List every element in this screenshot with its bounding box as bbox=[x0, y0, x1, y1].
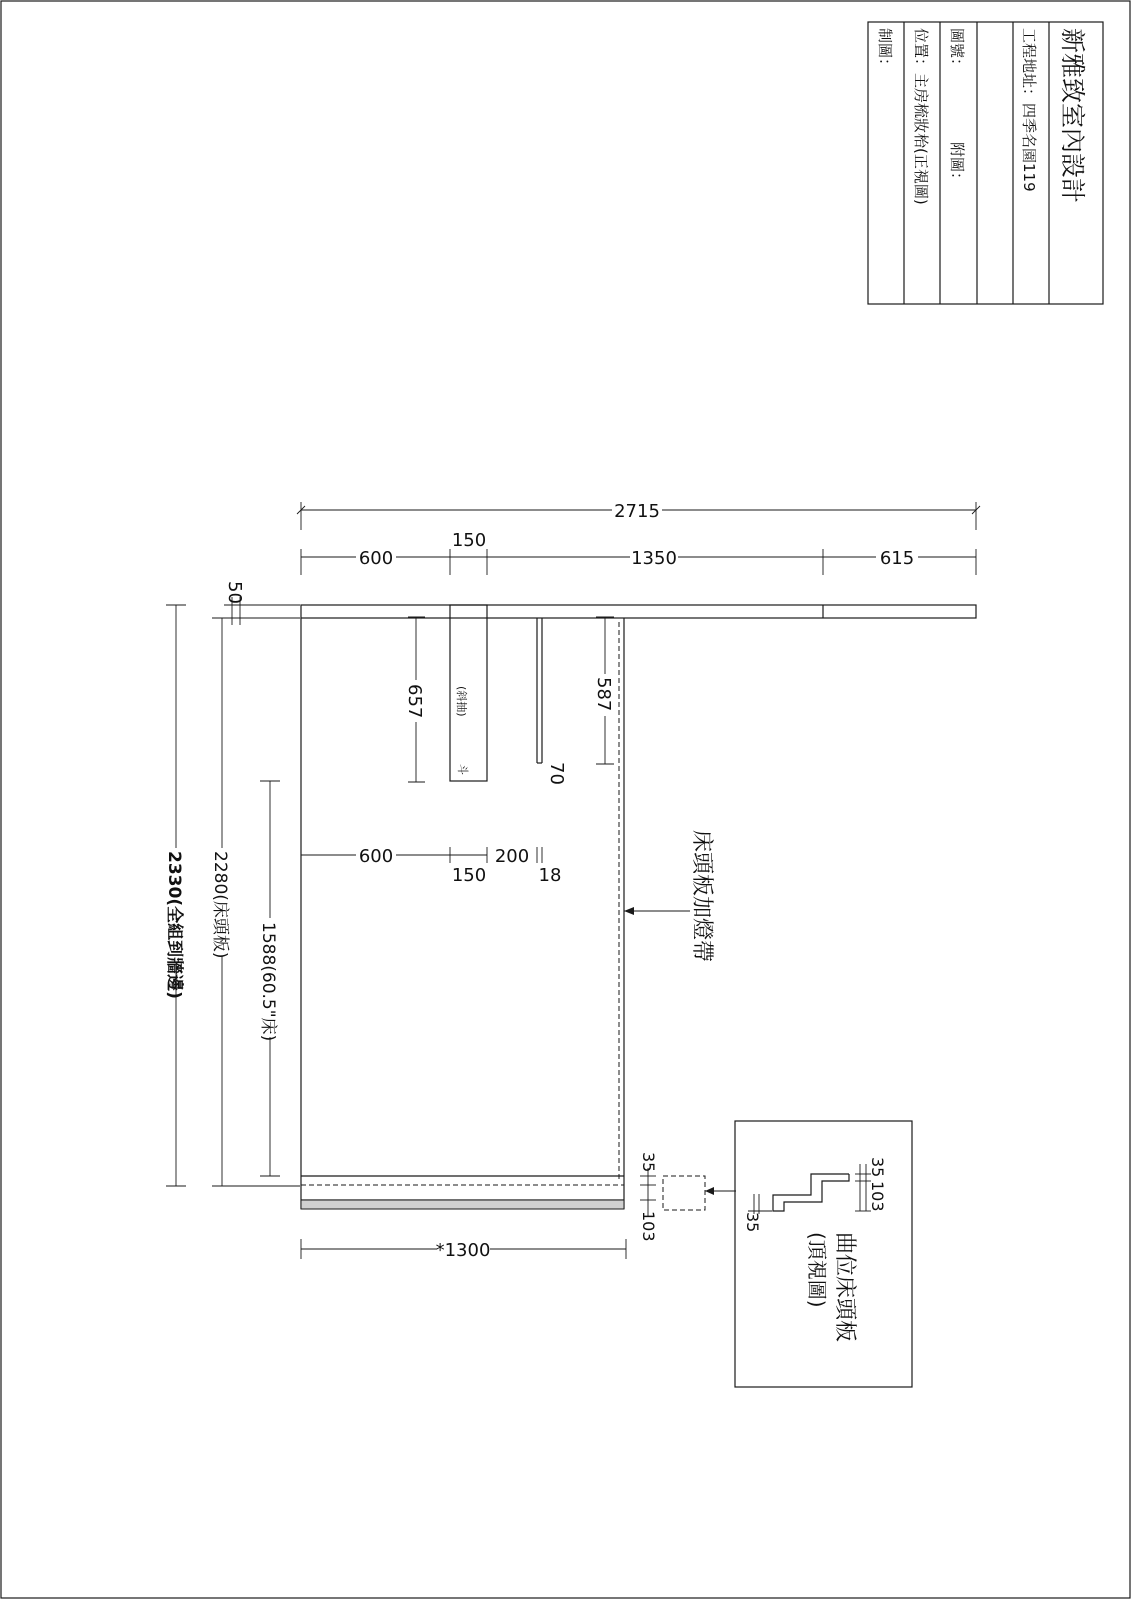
dim-150-top: 150 bbox=[451, 530, 487, 551]
drawing-number: 圖號： bbox=[948, 28, 966, 74]
company-name: 新雅致室內設計 bbox=[1058, 28, 1087, 204]
drawing-position: 位置：主房梳妝枱(正視圖) bbox=[912, 28, 930, 205]
cabinet-elevation bbox=[301, 605, 976, 1209]
dim-18-mid: 18 bbox=[538, 865, 562, 886]
dim-50: 50 bbox=[224, 581, 245, 604]
dimension-2330 bbox=[164, 605, 186, 1186]
detail-subtitle: (頂視圖) bbox=[805, 1232, 829, 1308]
dimension-587 bbox=[593, 617, 614, 764]
detail-dim-103: 103 bbox=[868, 1181, 887, 1212]
project-address: 工程地址：四季名園119 bbox=[1020, 28, 1038, 192]
dimension-1588 bbox=[258, 781, 280, 1176]
dim-2330: 2330(全組到牆邊) bbox=[164, 851, 184, 999]
headboard-callout bbox=[624, 830, 714, 962]
dim-615: 615 bbox=[879, 548, 915, 569]
dimension-side-35-103 bbox=[639, 1152, 736, 1242]
dim-35-side: 35 bbox=[639, 1152, 658, 1173]
dim-150-mid: 150 bbox=[451, 865, 487, 886]
dim-1300: *1300 bbox=[435, 1240, 491, 1261]
dim-103-side: 103 bbox=[639, 1211, 658, 1242]
title-block bbox=[868, 22, 1103, 304]
headboard-light-label: 床頭板加燈帶 bbox=[689, 830, 714, 963]
detail-reference-box bbox=[663, 1176, 705, 1210]
dim-200-mid: 200 bbox=[494, 846, 530, 867]
detail-curved-headboard bbox=[735, 1121, 912, 1387]
slant-drawer-label: (斜抽) bbox=[455, 686, 468, 717]
dimension-overall-2715 bbox=[297, 501, 980, 530]
dimension-1300 bbox=[301, 1239, 626, 1261]
dim-600-top: 600 bbox=[358, 548, 394, 569]
dimension-657 bbox=[404, 617, 425, 782]
sheet-border bbox=[1, 1, 1130, 1598]
dim-587: 587 bbox=[593, 677, 614, 712]
dim-600-mid: 600 bbox=[358, 846, 394, 867]
dimension-2280 bbox=[210, 618, 300, 1186]
detail-title: 曲位床頭板 bbox=[832, 1232, 857, 1343]
detail-dim-35-top: 35 bbox=[868, 1157, 887, 1178]
dim-2280: 2280(床頭板) bbox=[210, 851, 230, 959]
dim-1350: 1350 bbox=[631, 548, 677, 569]
attached-drawing: 附圖： bbox=[948, 142, 966, 188]
dim-1588: 1588(60.5"床) bbox=[258, 922, 278, 1042]
dimension-50 bbox=[224, 581, 300, 625]
drawn-by: 制圖： bbox=[876, 28, 894, 74]
drawer-handle-mark: 斗 bbox=[456, 764, 469, 775]
dim-2715: 2715 bbox=[614, 501, 660, 522]
detail-dim-35-bottom: 35 bbox=[743, 1212, 762, 1233]
dimension-row-top bbox=[301, 530, 976, 575]
dimension-row-middle bbox=[301, 846, 561, 886]
dim-70: 70 bbox=[546, 762, 567, 785]
dim-657: 657 bbox=[404, 684, 425, 719]
